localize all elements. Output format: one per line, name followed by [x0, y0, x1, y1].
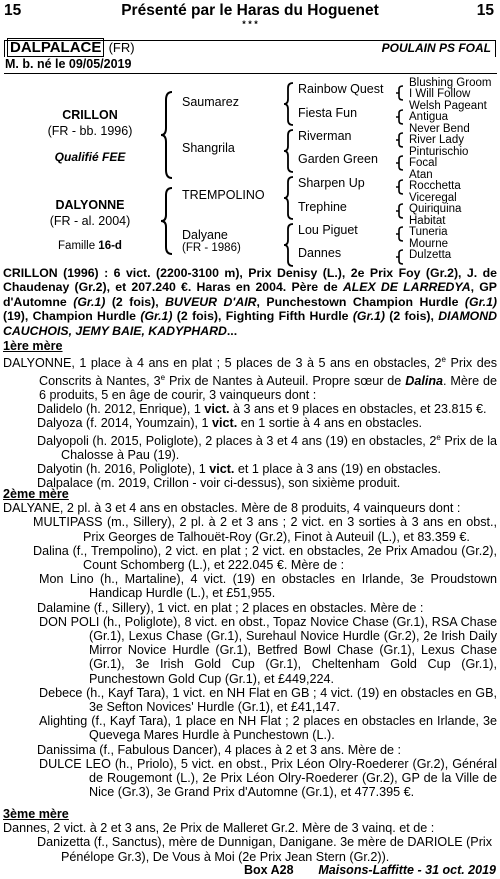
section-heading: 3ème mère: [3, 807, 69, 821]
family-number: 16-d: [98, 240, 122, 252]
gen4-item: Tuneria: [409, 226, 448, 238]
dam2-line: DON POLI (h., Poliglote), 8 vict. en obst., Topaz Novice Chase (Gr.1), RSA Chase (Gr.1), Lexus Chase (Gr.1), Surehaul Novice Hurdle (Gr.2), 2e Irish Daily Mirror Novice Hurdle (Gr.1), Betfred Bowl Chase (Gr.1), Lexus Chase (Gr.1), 3e Irish Gold Cup (Gr.1), Cheltenham Gold Cup (Gr.1), Punchestown Gold Cup (Gr.1), et £449,224.: [39, 614, 497, 686]
sup: e: [436, 432, 441, 442]
header-stars: * * *: [242, 19, 258, 29]
produce-text: Dalyoza (f. 2014, Youmzain), 1: [37, 416, 213, 431]
gen3-item: Lou Piguet: [298, 223, 358, 237]
brace-dam: [160, 186, 176, 256]
dam-name: DALYONNE: [55, 198, 125, 212]
dam2-line: Dalina (f., Trempolino), 2 vict. en plat ; 2 vict. en obstacles, 2e Prix Amadou (Gr.2), Count Schomberg (L.), et 222.045 €. Mère de :: [33, 543, 497, 573]
dam3-line: Danizetta (f., Sanctus), mère de Dunnigan, Danigane. 3e mère de DARIOLE (Prix Pénélope Gr.3), De Vous à Moi (2e Prix Jean Stern (Gr.2)).: [37, 835, 492, 864]
dam2-line: Debece (h., Kayf Tara), 1 vict. en NH Flat en GB ; 4 vict. (19) en obstacles en GB, 3e Sefton Novices' Hurdle (Gr.1), et £41,147.: [39, 685, 497, 715]
produce-item: Dalpalace (m. 2019, Crillon - voir ci-dessus), son sixième produit.: [37, 476, 401, 491]
produce-item: [3, 431, 497, 463]
dam-text: DALYONNE, 1 place à 4 ans en plat ; 5 places de 3 à 5 ans en obstacles, 2: [3, 356, 442, 371]
gen2-info: (FR - 1986): [182, 242, 241, 254]
gen3-item: Rainbow Quest: [298, 82, 384, 96]
brace-g2-3: [283, 222, 297, 268]
sire-summary-text: (2 fois), Fighting Fifth Hurdle: [172, 309, 353, 324]
sire-summary-text: , Punchestown Champion Hurdle: [256, 294, 465, 309]
dam-info-text: (FR - al. 2004): [49, 214, 131, 228]
first-dam-section: [3, 339, 497, 491]
sire-info: (FR - bb. 1996): [47, 124, 133, 138]
produce-text: Dalidelo (h. 2012, Enrique), 1: [37, 402, 205, 417]
section-heading: 1ère mère: [3, 339, 63, 353]
produce-text: en 1 sortie à 4 ans en obstacles.: [237, 416, 423, 431]
horse-name: [7, 39, 135, 56]
gen3-item: Sharpen Up: [298, 176, 365, 190]
horse-country: (FR): [108, 40, 135, 55]
produce-text: Dalyotin (h. 2016, Poliglote), 1: [37, 462, 210, 477]
produce-text: Dalyopoli (h. 2015, Poliglote), 2 places à 3 et 4 ans (19) en obstacles, 2: [37, 433, 437, 448]
sire-summary-text: (19), Champion Hurdle: [3, 309, 141, 324]
gen3-item: Trephine: [298, 200, 347, 214]
gen2-item: Shangrila: [182, 141, 235, 155]
page-footer: [0, 863, 500, 879]
dam2-line: DALYANE, 2 pl. à 3 et 4 ans en obstacles. Mère de 8 produits, 4 vainqueurs dont :: [3, 501, 461, 516]
consignor-title: Présenté par le Haras du Hoguenet: [121, 2, 379, 19]
gen4-item: Quiriquina: [409, 203, 462, 215]
produce-item: [3, 402, 497, 416]
dam2-line: Mon Lino (h., Martaline), 4 vict. (19) en obstacles en Irlande, 3e Proudstown Handicap Hurdle (L.), et £51,955.: [39, 572, 497, 601]
gen3-item: Garden Green: [298, 152, 378, 166]
second-dam-section: [3, 487, 497, 799]
sire-summary-italic: ALEX DE LARREDYA: [342, 280, 471, 295]
sire-summary-text: (2 fois),: [105, 294, 166, 309]
produce-text: et 1 place à 3 ans (19) en obstacles.: [234, 462, 441, 477]
sire-note: Qualifié FEE: [54, 150, 126, 164]
produce-win: vict.: [212, 416, 238, 431]
gen4-item: Blushing Groom: [409, 77, 492, 89]
gen3-item: Fiesta Fun: [298, 106, 358, 120]
produce-win: vict.: [204, 402, 230, 417]
gen4-item: Habitat: [409, 215, 446, 227]
dam-info: [20, 214, 160, 228]
produce-text: à 3 ans et 9 places en obstacles, et 23.815 €.: [229, 402, 487, 417]
family-label: Famille: [58, 240, 96, 252]
brace-g2-1: [283, 128, 297, 174]
gen4-item: Atan: [409, 169, 433, 181]
sire-summary-italic: (Gr.1): [464, 294, 498, 309]
gen3-item: Dannes: [298, 246, 342, 260]
gen4-item: Pinturischio: [409, 146, 469, 158]
sup: e: [160, 372, 166, 382]
page-header: [0, 2, 500, 20]
gen4-item: Mourne: [409, 238, 448, 250]
dam2-line: Danissima (f., Fabulous Dancer), 4 places à 2 et 3 ans. Mère de :: [37, 742, 401, 757]
sire-summary-text: (2 fois),: [384, 309, 439, 324]
gen4-item: Antigua: [409, 111, 449, 123]
brace-g2-2: [283, 175, 297, 221]
sire-summary-italic: (Gr.1): [352, 309, 385, 324]
sire-summary-text: CRILLON (1996) : 6 vict. (2200-3100 m), Prix Denisy (L.), 2e Prix Foy (Gr.2), J. de Chaudenay (Gr.2), et 207.240 €. Haras en 2004. Père de: [3, 266, 497, 295]
dam-sister: Dalina: [405, 373, 444, 388]
gen4-item: Welsh Pageant: [409, 100, 487, 112]
sire-summary-italic: BUVEUR D'AIR: [165, 294, 257, 309]
dam3-line: Dannes, 2 vict. à 2 et 3 ans, 2e Prix de Malleret Gr.2. Mère de 3 vainq. et de :: [3, 821, 435, 836]
produce-item: [3, 416, 497, 430]
dam-text: Prix de Nantes à Auteuil. Propre sœur de: [165, 373, 406, 388]
horse-name-text: DALPALACE: [7, 38, 104, 57]
produce-item: [3, 462, 497, 476]
gen4-item: Focal: [409, 157, 438, 169]
gen2-item: Saumarez: [182, 95, 239, 109]
dam-paragraph: [3, 353, 497, 402]
produce-win: vict.: [209, 462, 235, 477]
lot-number-left: 15: [4, 2, 22, 19]
dam2-line: MULTIPASS (m., Sillery), 2 pl. à 2 et 3 ans ; 2 vict. en 3 sorties à 3 ans en obst., Prix Georges de Talhouët-Roy (Gr.2), Finot à Auteuil (L.), et 83.359 €.: [33, 515, 497, 544]
dam2-line: Alighting (f., Kayf Tara), 1 place en NH Flat ; 2 places en obstacles en Irlande, 3e Quevega Mares Hurdle à Punchestown (L.).: [39, 714, 497, 743]
dam2-line: DULCE LEO (h., Priolo), 5 vict. en obst., Prix Léon Olry-Roederer (Gr.2), Général de Rougemont (L.), 2e Prix Léon Olry-Roederer (Gr.2), GP de la Ville de Nice (Gr.3), 3e Grand Prix d'Automne (Gr.1), et 477.395 €.: [39, 756, 497, 800]
section-heading: 2ème mère: [3, 487, 69, 501]
gen4-item: Dulzetta: [409, 249, 452, 261]
horse-birth: M. b. né le 09/05/2019: [5, 57, 132, 71]
gen2-item: Dalyane: [182, 228, 228, 242]
sup: e: [441, 355, 446, 365]
sire-name: CRILLON: [62, 108, 118, 122]
brace-g2-0: [283, 81, 297, 127]
gen4-item: Never Bend: [409, 123, 470, 135]
gen4-item: I Will Follow: [409, 88, 471, 100]
brace-sire: [160, 90, 176, 180]
sire-summary-text: ...: [226, 323, 238, 338]
brace-g3: [394, 80, 406, 270]
sale-place-date: Maisons-Laffitte - 31 oct. 2019: [318, 863, 496, 877]
box-number: Box A28: [244, 863, 294, 877]
dam2-line: Dalamine (f., Sillery), 1 vict. en plat ; 2 places en obstacles. Mère de :: [37, 600, 424, 615]
sire-summary-italic: (Gr.1): [73, 294, 106, 309]
horse-name-box: [4, 40, 496, 57]
sire-summary-text: , GP d'Automne: [3, 280, 497, 309]
sire-summary-italic: DIAMOND CAUCHOIS, JEMY BAIE, KADYPHARD: [3, 309, 498, 338]
gen2-item: TREMPOLINO: [182, 188, 265, 202]
horse-sex-label: POULAIN PS FOAL: [381, 41, 491, 55]
produce-text: Prix de la Chalosse à Pau (19).: [61, 433, 498, 462]
lot-number-right: 15: [476, 2, 494, 19]
divider: [4, 73, 497, 74]
gen4-item: Viceregal: [409, 192, 457, 204]
dam-text: . Mère de 6 produits, 5 en âge de courir, 3 vainqueurs dont :: [39, 373, 498, 402]
third-dam-section: [3, 807, 497, 864]
gen3-item: Riverman: [298, 129, 352, 143]
sire-summary-italic: (Gr.1): [140, 309, 173, 324]
gen4-item: Rocchetta: [409, 180, 461, 192]
gen4-item: River Lady: [409, 134, 464, 146]
dam-text: Prix des Conscrits à Nantes, 3: [39, 356, 497, 388]
dam-family: [20, 240, 160, 252]
sire-summary: [3, 266, 497, 338]
